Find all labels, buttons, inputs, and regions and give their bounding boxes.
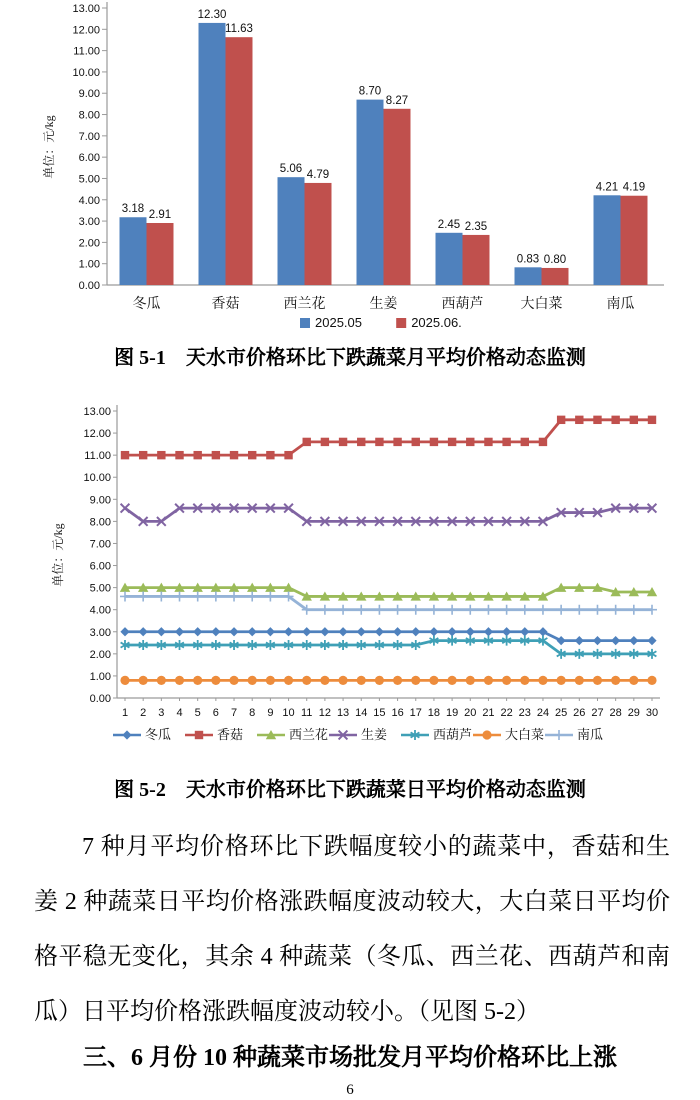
svg-text:10: 10 [282,707,295,719]
svg-text:香菇: 香菇 [217,727,244,742]
svg-text:6.00: 6.00 [78,152,100,165]
svg-text:28: 28 [609,707,622,719]
svg-text:25: 25 [555,707,568,719]
svg-text:2: 2 [140,707,147,719]
svg-text:9.00: 9.00 [78,88,100,101]
svg-text:18: 18 [427,707,441,719]
figure2-caption: 图 5-2 天水市价格环比下跌蔬菜日平均价格动态监测 [114,779,586,801]
svg-text:12.30: 12.30 [197,8,227,21]
svg-text:20: 20 [464,707,477,719]
svg-text:4.19: 4.19 [622,181,646,194]
svg-text:2.35: 2.35 [464,220,488,233]
svg-text:冬瓜: 冬瓜 [132,297,161,312]
svg-text:8.00: 8.00 [78,109,100,122]
svg-text:1: 1 [121,707,129,719]
svg-text:5: 5 [194,707,201,719]
svg-text:2025.06.: 2025.06. [411,315,462,330]
svg-text:1.00: 1.00 [89,670,111,683]
svg-text:13: 13 [336,707,350,719]
svg-text:西兰花: 西兰花 [289,727,329,742]
svg-text:11.63: 11.63 [225,23,253,36]
section-heading: 三、6 月份 10 种蔬菜市场批发月平均价格环比上涨 [83,1045,617,1071]
svg-text:0.83: 0.83 [516,253,540,266]
svg-text:8.70: 8.70 [358,85,382,98]
svg-text:8: 8 [249,707,256,719]
svg-text:30: 30 [645,707,659,719]
svg-text:6: 6 [212,707,219,719]
svg-text:1.00: 1.00 [78,258,100,271]
svg-text:0.00: 0.00 [78,280,100,292]
svg-text:10.00: 10.00 [83,472,111,485]
svg-text:西兰花: 西兰花 [283,297,326,312]
svg-text:15: 15 [373,707,386,719]
svg-text:26: 26 [573,707,586,719]
svg-text:西葫芦: 西葫芦 [441,297,484,312]
svg-text:3.00: 3.00 [78,216,100,229]
svg-text:西葫芦: 西葫芦 [433,727,473,742]
svg-text:单位：元/kg: 单位：元/kg [51,523,65,587]
svg-text:8.27: 8.27 [385,94,409,107]
svg-text:11.00: 11.00 [84,450,111,463]
svg-text:12.00: 12.00 [72,24,100,37]
line-chart-figure-5-2 [0,388,700,746]
svg-text:生姜: 生姜 [369,297,398,312]
svg-text:16: 16 [391,707,404,719]
svg-text:9.00: 9.00 [89,494,111,507]
svg-text:12.00: 12.00 [83,428,111,441]
svg-text:2.00: 2.00 [78,237,100,250]
svg-text:27: 27 [591,707,604,719]
svg-text:19: 19 [445,707,459,719]
svg-text:7.00: 7.00 [78,130,100,143]
svg-text:24: 24 [536,707,550,719]
svg-text:11.00: 11.00 [73,45,100,58]
bar-chart-figure-5-1 [0,0,700,338]
page-number: 6 [346,1082,354,1098]
svg-text:2.45: 2.45 [437,218,461,231]
svg-text:8.00: 8.00 [89,516,111,529]
svg-text:4.00: 4.00 [78,194,100,207]
svg-text:21: 21 [482,707,495,719]
svg-text:13.00: 13.00 [72,3,100,15]
svg-text:5.00: 5.00 [89,582,111,595]
svg-text:14: 14 [355,707,368,719]
svg-text:2025.05: 2025.05 [315,315,362,330]
svg-text:0.00: 0.00 [89,693,111,705]
svg-text:7: 7 [230,707,238,719]
svg-text:12: 12 [318,707,332,719]
svg-text:4: 4 [176,707,183,719]
svg-text:3.18: 3.18 [121,203,145,216]
svg-text:3.00: 3.00 [89,626,111,639]
svg-text:10.00: 10.00 [72,66,100,79]
svg-text:2.00: 2.00 [89,648,111,661]
svg-text:29: 29 [627,707,640,719]
svg-text:南瓜: 南瓜 [577,727,604,742]
svg-text:大白菜: 大白菜 [505,727,545,742]
svg-text:4.79: 4.79 [306,168,330,181]
svg-text:2.91: 2.91 [148,208,172,221]
svg-text:5.00: 5.00 [78,173,100,186]
svg-text:生姜: 生姜 [361,727,388,742]
svg-text:南瓜: 南瓜 [606,297,635,312]
svg-text:4.21: 4.21 [595,181,619,194]
svg-text:6.00: 6.00 [89,560,111,573]
svg-text:5.06: 5.06 [279,163,303,176]
body-paragraph: 7 种月平均价格环比下跌幅度较小的蔬菜中，香菇和生姜 2 种蔬菜日平均价格涨跌幅度波动较大，大白菜日平均价格平稳无变化，其余 4 种蔬菜（冬瓜、西兰花、西葫芦和南瓜）日平均价格涨跌幅度波动较小。（见图 5-2） [34,834,670,1025]
figure1-caption: 图 5-1 天水市价格环比下跌蔬菜月平均价格动态监测 [114,347,586,369]
svg-text:0.80: 0.80 [543,253,567,266]
svg-text:9: 9 [267,707,274,719]
svg-text:冬瓜: 冬瓜 [145,727,172,742]
svg-text:13.00: 13.00 [83,406,111,418]
svg-text:4.00: 4.00 [89,604,111,617]
svg-text:17: 17 [409,707,422,719]
svg-text:大白菜: 大白菜 [520,297,563,312]
svg-text:3: 3 [158,707,165,719]
svg-text:单位：元/kg: 单位：元/kg [42,115,56,179]
svg-text:23: 23 [518,707,531,719]
svg-text:22: 22 [500,707,513,719]
svg-text:7.00: 7.00 [89,538,111,551]
svg-text:香菇: 香菇 [211,297,240,312]
svg-text:11: 11 [301,707,313,719]
